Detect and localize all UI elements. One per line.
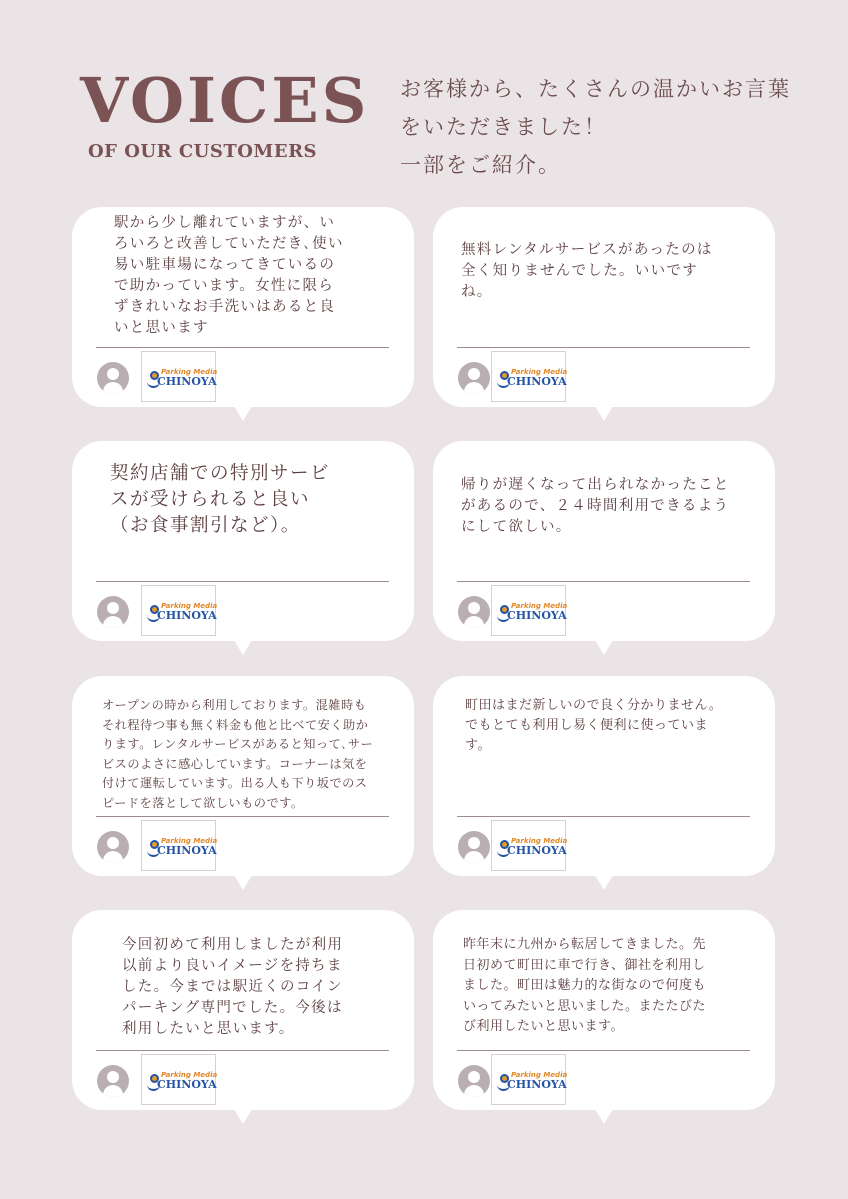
review-line: オープンの時から利用しております。混雑時も bbox=[102, 698, 367, 712]
review-line: 駅から少し離れていますが、い bbox=[114, 215, 336, 231]
review-line: 全く知りませんでした。いいです bbox=[461, 263, 698, 279]
review-line: いってみたいと思いました。またたびた bbox=[463, 998, 707, 1014]
review-card bbox=[433, 441, 775, 641]
intro-message bbox=[400, 70, 820, 184]
intro-line: をいただきました！ bbox=[400, 115, 607, 139]
review-card bbox=[433, 910, 775, 1110]
divider bbox=[457, 1050, 750, 1051]
user-avatar-icon bbox=[97, 831, 129, 863]
review-line: 帰りが遅くなって出られなかったこと bbox=[461, 477, 730, 493]
logo-brand-text: CHINOYA bbox=[507, 609, 567, 622]
logo-brand-text: CHINOYA bbox=[157, 375, 217, 388]
review-line: 易い駐車場になってきているの bbox=[114, 257, 336, 273]
page-subtitle: OF OUR CUSTOMERS bbox=[88, 141, 318, 162]
review-line: 以前より良いイメージを持ちま bbox=[122, 958, 343, 974]
review-line: ビスのよさに感心しています。コーナーは気を bbox=[102, 756, 368, 771]
logo-brand-text: CHINOYA bbox=[157, 609, 217, 622]
review-line: す。 bbox=[465, 738, 491, 753]
review-line: ろいろと改善していただき､使い bbox=[114, 236, 344, 252]
review-line: び利用したいと思います。 bbox=[463, 1019, 624, 1034]
review-line: （お食事割引など）。 bbox=[110, 515, 301, 536]
review-card bbox=[433, 676, 775, 876]
user-avatar-icon bbox=[97, 1065, 129, 1097]
review-line: いと思います bbox=[114, 320, 209, 336]
logo-small-text: Parking Media bbox=[161, 837, 218, 845]
logo-brand-text: CHINOYA bbox=[157, 1078, 217, 1091]
logo-small-text: Parking Media bbox=[161, 1071, 218, 1079]
review-line: 今回初めて利用しましたが利用 bbox=[122, 937, 344, 953]
review-line: ずきれいなお手洗いはあると良 bbox=[114, 299, 336, 315]
review-line: があるので、２４時間利用できるよう bbox=[461, 498, 730, 514]
divider bbox=[96, 816, 389, 817]
parking-media-ichinoya-logo bbox=[491, 585, 566, 636]
review-line: 付けて運転しています。出る人も下り坂でのス bbox=[102, 776, 368, 790]
logo-small-text: Parking Media bbox=[161, 602, 218, 610]
logo-brand-text: CHINOYA bbox=[507, 375, 567, 388]
parking-media-ichinoya-logo bbox=[141, 820, 216, 871]
review-line: ね。 bbox=[461, 284, 493, 300]
review-line: 町田はまだ新しいので良く分かりません。 bbox=[465, 698, 723, 713]
review-line: した。今までは駅近くのコイン bbox=[122, 979, 343, 995]
logo-brand-text: CHINOYA bbox=[507, 844, 567, 857]
review-text bbox=[465, 696, 722, 756]
parking-media-ichinoya-logo bbox=[491, 1054, 566, 1105]
parking-media-ichinoya-logo bbox=[491, 820, 566, 871]
divider bbox=[457, 816, 750, 817]
review-line: スが受けられると良い bbox=[110, 489, 311, 510]
parking-media-ichinoya-logo bbox=[491, 351, 566, 402]
review-card bbox=[433, 207, 775, 407]
review-line: 昨年末に九州から転居してきました。先 bbox=[463, 937, 707, 952]
review-text bbox=[114, 213, 344, 339]
parking-media-ichinoya-logo bbox=[141, 585, 216, 636]
divider bbox=[96, 347, 389, 348]
review-line: 利用したいと思います。 bbox=[122, 1021, 295, 1037]
logo-small-text: Parking Media bbox=[511, 1071, 568, 1079]
logo-small-text: Parking Media bbox=[511, 837, 568, 845]
review-card bbox=[72, 441, 414, 641]
review-line: にして欲しい。 bbox=[461, 519, 572, 535]
logo-small-text: Parking Media bbox=[161, 368, 218, 376]
user-avatar-icon bbox=[458, 831, 490, 863]
review-card bbox=[72, 207, 414, 407]
review-line: で助かっています。女性に限ら bbox=[114, 278, 335, 294]
review-line: ります。レンタルサービスがあると知って､サー bbox=[102, 737, 374, 751]
review-text bbox=[122, 935, 343, 1040]
review-card bbox=[72, 910, 414, 1110]
review-text bbox=[463, 935, 706, 1038]
user-avatar-icon bbox=[458, 362, 490, 394]
review-text bbox=[461, 240, 713, 303]
review-line: ピードを落として欲しいものです。 bbox=[102, 795, 304, 810]
divider bbox=[457, 347, 750, 348]
review-line: それ程待つ事も無く料金も他と比べて安く助か bbox=[102, 717, 369, 732]
user-avatar-icon bbox=[458, 1065, 490, 1097]
review-line: でもとても利用し易く便利に使っていま bbox=[465, 718, 709, 733]
logo-brand-text: CHINOYA bbox=[157, 844, 217, 857]
user-avatar-icon bbox=[97, 362, 129, 394]
parking-media-ichinoya-logo bbox=[141, 1054, 216, 1105]
review-line: ました。町田は魅力的な街なので何度も bbox=[463, 978, 707, 993]
review-line: 契約店舗での特別サービ bbox=[110, 463, 331, 484]
intro-line: お客様から、たくさんの温かいお言葉 bbox=[400, 77, 791, 101]
divider bbox=[96, 1050, 389, 1051]
logo-small-text: Parking Media bbox=[511, 602, 568, 610]
user-avatar-icon bbox=[97, 596, 129, 628]
page-title: VOICES bbox=[80, 64, 370, 137]
review-line: パーキング専門でした。今後は bbox=[122, 1000, 343, 1016]
review-card bbox=[72, 676, 414, 876]
review-line: 無料レンタルサービスがあったのは bbox=[461, 242, 713, 258]
review-text bbox=[102, 696, 373, 813]
parking-media-ichinoya-logo bbox=[141, 351, 216, 402]
review-line: 日初めて町田に車で行き、御社を利用し bbox=[463, 957, 706, 973]
review-text bbox=[110, 461, 330, 539]
divider bbox=[96, 581, 389, 582]
divider bbox=[457, 581, 750, 582]
logo-brand-text: CHINOYA bbox=[507, 1078, 567, 1091]
logo-small-text: Parking Media bbox=[511, 368, 568, 376]
user-avatar-icon bbox=[458, 596, 490, 628]
intro-line: 一部をご紹介。 bbox=[400, 153, 561, 177]
review-text bbox=[461, 475, 730, 538]
